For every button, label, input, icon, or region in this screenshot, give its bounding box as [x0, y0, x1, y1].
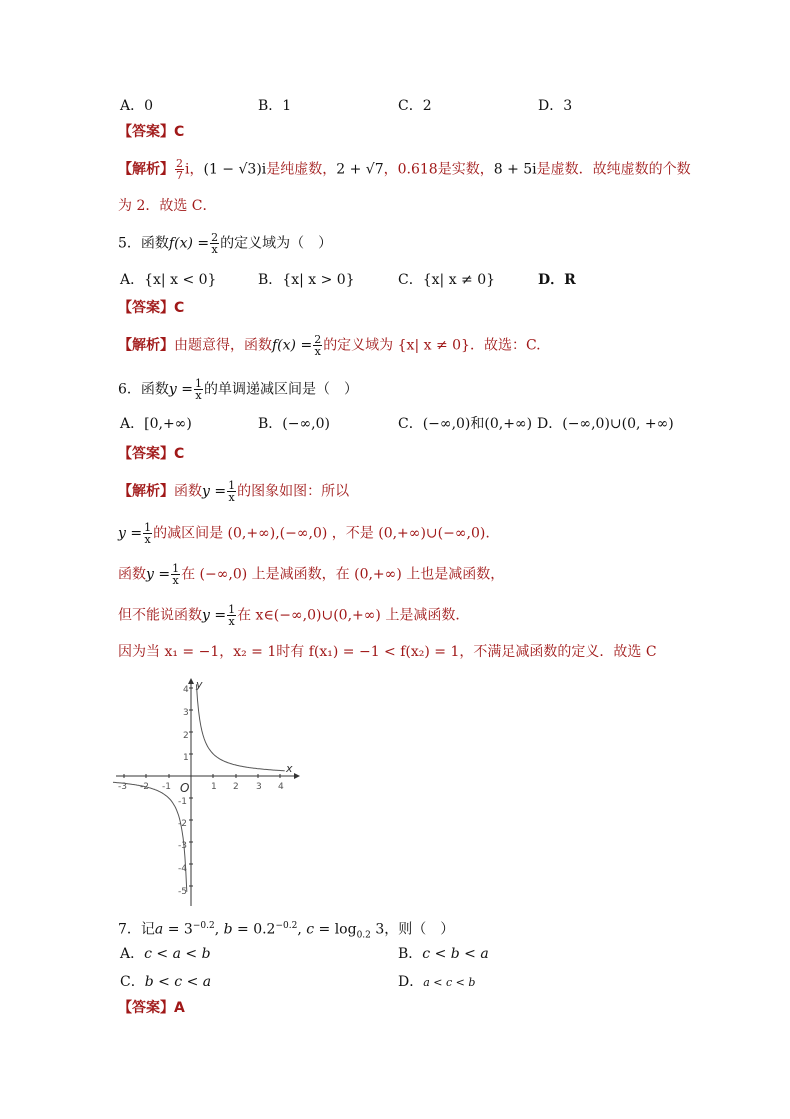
q7-option-d: D．a < c < b	[398, 974, 476, 990]
q6-option-b: B．(−∞,0)	[258, 416, 330, 432]
x-tick: 4	[278, 782, 284, 792]
q5-option-b: B．{x| x > 0}	[258, 272, 355, 288]
x-tick: -2	[140, 782, 149, 792]
q5-answer: 【答案】C	[118, 300, 185, 316]
q4-option-b: B．1	[258, 98, 292, 114]
q5-option-a: A．{x| x < 0}	[120, 272, 217, 288]
x-tick: 3	[256, 782, 262, 792]
q4-option-c: C．2	[398, 98, 432, 114]
y-tick: -5	[178, 887, 187, 897]
q6-analysis-line5: 因为当 x₁ = −1，x₂ = 1时有 f(x₁) = −1 < f(x₂) = 1，不满足减函数的定义．故选 C	[118, 644, 657, 660]
q6-analysis-line3: 函数y = $\frac{1}{x}$ 在 (−∞,0) 上是减函数，在 (0,+∞) 上也是减函数，	[118, 562, 505, 587]
q7-answer: 【答案】A	[118, 1000, 185, 1016]
y-tick: -1	[178, 797, 187, 807]
y-tick: 3	[183, 708, 189, 718]
q6-analysis-line1: 【解析】函数y = $\frac{1}{x}$ 的图象如图：所以	[118, 479, 350, 504]
y-axis-label: y	[196, 678, 203, 691]
q4-analysis-line2: 为 2．故选 C．	[118, 198, 217, 214]
x-axis-label: x	[286, 762, 293, 775]
q6-analysis-line4: 但不能说函数y = $\frac{1}{x}$ 在 x∈(−∞,0)∪(0,+∞) 上是减函数．	[118, 603, 470, 628]
q4-option-a: A．0	[120, 98, 154, 114]
q7-option-b: B．c < b < a	[398, 946, 489, 962]
curve-branch-positive	[196, 684, 284, 771]
reciprocal-function-graph	[112, 676, 302, 908]
q7-option-c: C．b < c < a	[120, 974, 212, 990]
q6-option-d: D．(−∞,0)∪(0, +∞)	[537, 416, 674, 432]
y-tick: 1	[183, 753, 189, 763]
q4-analysis-line1: 【解析】 $\frac{2}{7}$ i，(1 − √3)i是纯虚数，2 + √7，0.618是实数，8 + 5i是虚数．故纯虚数的个数	[118, 157, 691, 182]
q5-option-d: D．R	[538, 272, 576, 288]
y-tick: -4	[178, 864, 187, 874]
y-tick: -3	[178, 841, 187, 851]
q6-option-c: C．(−∞,0)和(0,+∞)	[398, 416, 533, 432]
y-tick: 4	[183, 685, 189, 695]
q6-option-a: A．[0,+∞)	[120, 416, 192, 432]
q6-analysis-line2: y = $\frac{1}{x}$ 的减区间是 (0,+∞),(−∞,0) ，不是 (0,+∞)∪(−∞,0).	[118, 521, 490, 546]
x-tick: -3	[118, 782, 127, 792]
y-tick: -2	[178, 819, 187, 829]
curve-branch-negative	[113, 781, 190, 892]
q6-answer: 【答案】C	[118, 446, 185, 462]
q5-option-c: C．{x| x ≠ 0}	[398, 272, 496, 288]
origin-label: O	[180, 781, 190, 795]
q7-option-a: A．c < a < b	[120, 946, 211, 962]
x-tick: 2	[233, 782, 239, 792]
x-tick: 1	[211, 782, 217, 792]
q4-answer: 【答案】C	[118, 124, 185, 140]
x-tick: -1	[162, 782, 171, 792]
q5-stem: 5．函数f(x) = $\frac{2}{x}$ 的定义域为（ ）	[118, 231, 333, 256]
q6-stem: 6．函数y = $\frac{1}{x}$ 的单调递减区间是（ ）	[118, 377, 359, 402]
y-tick: 2	[183, 731, 189, 741]
q4-option-d: D．3	[538, 98, 573, 114]
q7-stem: 7．记$a = 3^{-0.2}$, $b = 0.2^{-0.2}$, $c = \log_{0.2} 3$，则（ ）	[118, 921, 455, 941]
q5-analysis: 【解析】由题意得，函数f(x) = $\frac{2}{x}$ 的定义域为 {x| x ≠ 0}．故选：C.	[118, 333, 541, 358]
